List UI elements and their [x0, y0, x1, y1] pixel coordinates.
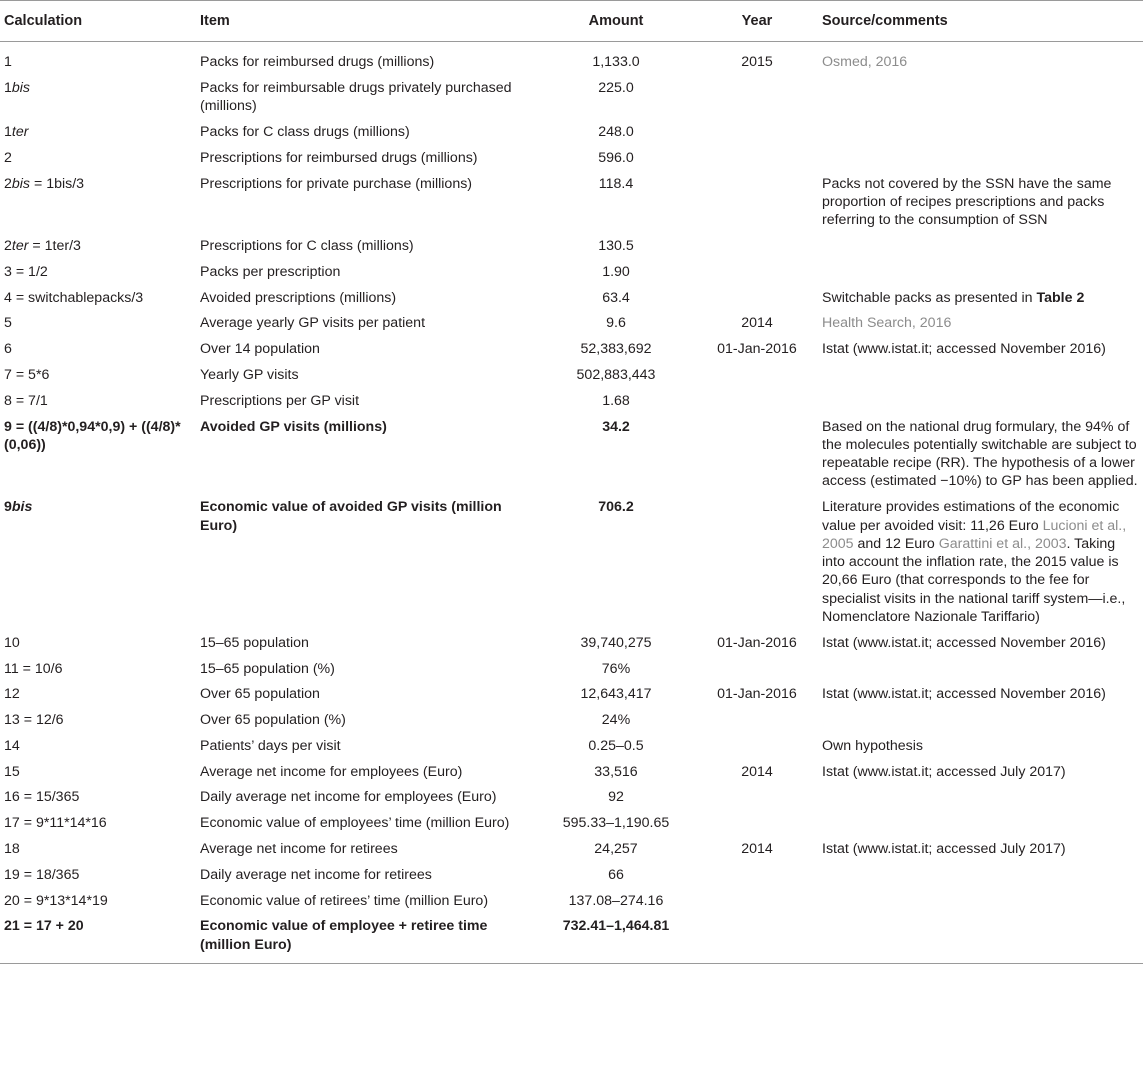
source-citation: Health Search, 2016 — [822, 315, 952, 332]
cell-item: Prescriptions per GP visit — [200, 392, 360, 409]
cell-source — [818, 656, 1143, 682]
cell-item: Over 65 population — [200, 686, 320, 703]
cell-amount: 52,383,692 — [580, 341, 652, 358]
cell-calculation — [0, 708, 196, 734]
calc-number: 11 = 10/6 — [4, 660, 63, 677]
cell-amount: 130.5 — [598, 238, 634, 255]
calc-italic-suffix: bis — [11, 80, 31, 97]
calc-number: 1 — [4, 124, 12, 141]
cell-year: 01-Jan-2016 — [717, 686, 797, 703]
calc-number: 17 = 9*11*14*16 — [4, 815, 107, 832]
cell-year — [696, 120, 818, 146]
cell-year — [696, 171, 818, 233]
cell-amount: 9.6 — [606, 315, 626, 332]
cell-item: Prescriptions for private purchase (millions) — [200, 175, 473, 192]
cell-year: 2014 — [741, 763, 773, 780]
cell-source — [818, 630, 1143, 656]
table-row — [0, 708, 1143, 734]
table-row — [0, 785, 1143, 811]
cell-calculation — [0, 837, 196, 863]
cell-amount: 248.0 — [598, 124, 634, 141]
cell-item: Economic value of employees’ time (million Euro) — [200, 815, 510, 832]
cell-amount: 595.33–1,190.65 — [562, 815, 670, 832]
source-text: Istat (www.istat.it; accessed November 2016) — [822, 341, 1106, 358]
cell-source — [818, 888, 1143, 914]
cell-amount: 118.4 — [598, 175, 634, 192]
header-amount: Amount — [536, 1, 696, 42]
cell-calculation — [0, 337, 196, 363]
cell-calculation — [0, 734, 196, 760]
table-row — [0, 311, 1143, 337]
cell-year: 01-Jan-2016 — [717, 341, 797, 358]
source-text: Istat (www.istat.it; accessed November 2016) — [822, 634, 1106, 651]
source-text: Istat (www.istat.it; accessed July 2017) — [822, 841, 1066, 858]
table-body — [0, 42, 1143, 964]
cell-year — [696, 285, 818, 311]
cell-source — [818, 837, 1143, 863]
cell-source — [818, 811, 1143, 837]
cell-item: Average yearly GP visits per patient — [200, 315, 426, 332]
source-text: Based on the national drug formulary, the 94% of the molecules potentially switchable are subject to repeatable recipe (RR). The hypothesis of a lower access (estimated −10%) to GP has been applied. — [822, 418, 1138, 490]
table-row — [0, 146, 1143, 172]
source-text: Istat (www.istat.it; accessed July 2017) — [822, 763, 1066, 780]
calc-formula: = 1ter/3 — [28, 238, 81, 255]
cell-item: Average net income for retirees — [200, 841, 398, 858]
cell-amount: 24% — [601, 712, 631, 729]
cell-calculation — [0, 171, 196, 233]
calc-number: 14 — [4, 737, 20, 754]
table-row — [0, 630, 1143, 656]
cell-source — [818, 76, 1143, 120]
table-row — [0, 734, 1143, 760]
cell-calculation — [0, 146, 196, 172]
table-row — [0, 259, 1143, 285]
table-header — [0, 1, 1143, 42]
header-year: Year — [696, 1, 818, 42]
cell-item: Prescriptions for reimbursed drugs (millions) — [200, 149, 478, 166]
cell-amount: 92 — [608, 789, 624, 806]
calc-number: 2 — [4, 238, 12, 255]
cell-item: Economic value of employee + retiree time (million Euro) — [196, 914, 536, 963]
cell-amount: 706.2 — [598, 499, 634, 516]
table-row — [0, 888, 1143, 914]
cell-amount: 66 — [608, 866, 624, 883]
calc-number: 20 = 9*13*14*19 — [4, 892, 108, 909]
source-text: Literature provides estimations of the economic value per avoided visit: 11,26 Euro — [822, 499, 1120, 534]
cell-calculation — [0, 862, 196, 888]
calc-number: 18 — [4, 841, 20, 858]
table-row — [0, 862, 1143, 888]
cell-calculation — [0, 759, 196, 785]
cell-source — [818, 414, 1143, 495]
cell-source — [818, 171, 1143, 233]
cell-calculation — [0, 785, 196, 811]
cell-amount: 137.08–274.16 — [568, 892, 664, 909]
calc-number: 15 — [4, 763, 20, 780]
source-table-reference: Table 2 — [1036, 289, 1085, 306]
source-text: Switchable packs as presented in — [822, 289, 1037, 306]
calc-number: 3 = 1/2 — [4, 263, 48, 280]
table-row — [0, 682, 1143, 708]
cell-amount: 1,133.0 — [592, 54, 640, 71]
cell-year — [696, 708, 818, 734]
cell-calculation — [0, 76, 196, 120]
source-citation: Garattini et al., 2003 — [938, 535, 1067, 552]
cell-calculation — [0, 656, 196, 682]
cell-source — [818, 759, 1143, 785]
cell-amount: 225.0 — [598, 80, 634, 97]
source-text: and 12 Euro — [853, 535, 939, 552]
cell-amount: 1.90 — [602, 263, 630, 280]
table-row — [0, 837, 1143, 863]
table-row — [0, 388, 1143, 414]
table-row — [0, 42, 1143, 76]
cell-source — [818, 285, 1143, 311]
cell-item: Avoided prescriptions (millions) — [200, 289, 397, 306]
table-row — [0, 120, 1143, 146]
cell-calculation — [0, 388, 196, 414]
cell-amount: 732.41–1,464.81 — [536, 914, 696, 963]
cell-year — [696, 914, 818, 963]
calc-number: 12 — [4, 686, 20, 703]
table-row — [0, 337, 1143, 363]
table-row — [0, 914, 1143, 963]
cell-amount: 502,883,443 — [576, 367, 656, 383]
calc-number: 2 — [4, 175, 12, 192]
cell-year — [696, 234, 818, 260]
table-row — [0, 76, 1143, 120]
calc-number: 9 — [4, 499, 12, 516]
calc-italic-suffix: bis — [11, 175, 31, 192]
cell-amount: 24,257 — [594, 841, 638, 858]
cell-item: Daily average net income for employees (Euro) — [200, 789, 497, 806]
cell-item: Over 65 population (%) — [200, 712, 346, 729]
header-row — [0, 1, 1143, 42]
cell-source — [818, 311, 1143, 337]
table-row — [0, 811, 1143, 837]
cell-year — [696, 388, 818, 414]
cell-calculation — [0, 259, 196, 285]
cell-calculation — [0, 363, 196, 389]
cell-item: Packs per prescription — [200, 263, 341, 280]
cell-source — [818, 682, 1143, 708]
calc-number: 2 — [4, 149, 12, 166]
cell-source — [818, 785, 1143, 811]
cell-calculation — [0, 285, 196, 311]
cell-year — [696, 811, 818, 837]
cell-year: 2015 — [741, 54, 773, 71]
cell-source — [818, 120, 1143, 146]
calc-number: 4 = switchablepacks/3 — [4, 289, 144, 306]
calc-formula: = 1bis/3 — [30, 175, 85, 192]
calc-italic-suffix: bis — [11, 499, 33, 516]
source-text: Packs not covered by the SSN have the same proportion of recipes prescriptions and packs referring to the consumption of SSN — [822, 175, 1112, 229]
cell-source — [818, 734, 1143, 760]
calc-number: 7 = 5*6 — [4, 367, 50, 383]
cell-source — [818, 146, 1143, 172]
cell-amount: 596.0 — [598, 149, 634, 166]
calc-number: 16 = 15/365 — [4, 789, 80, 806]
table-row — [0, 495, 1143, 631]
cell-calculation — [0, 311, 196, 337]
cell-item: Packs for reimbursable drugs privately purchased (millions) — [200, 80, 512, 115]
cell-amount: 34.2 — [602, 418, 630, 435]
cell-source — [818, 337, 1143, 363]
cell-calculation — [0, 120, 196, 146]
cell-item: Packs for reimbursed drugs (millions) — [200, 54, 435, 71]
calc-number: 1 — [4, 80, 12, 97]
cell-item: Yearly GP visits — [200, 367, 299, 383]
cell-item: Daily average net income for retirees — [200, 866, 432, 883]
header-calculation: Calculation — [0, 1, 196, 42]
cell-item: Average net income for employees (Euro) — [200, 763, 463, 780]
cell-year — [696, 76, 818, 120]
cell-amount: 76% — [601, 660, 631, 677]
cell-calculation — [0, 682, 196, 708]
cell-year — [696, 146, 818, 172]
cell-amount: 33,516 — [594, 763, 638, 780]
cell-calculation — [0, 42, 196, 76]
table-row — [0, 363, 1143, 389]
cell-calculation — [0, 888, 196, 914]
calc-number: 10 — [4, 634, 20, 651]
calc-number: 5 — [4, 315, 12, 332]
cell-item: Prescriptions for C class (millions) — [200, 238, 414, 255]
cell-source — [818, 42, 1143, 76]
cell-year — [696, 414, 818, 495]
cell-year: 01-Jan-2016 — [717, 634, 797, 651]
header-source: Source/comments — [818, 1, 1143, 42]
cell-year — [696, 734, 818, 760]
calc-italic-suffix: ter — [11, 238, 29, 255]
source-text: Own hypothesis — [822, 737, 923, 754]
cell-year — [696, 785, 818, 811]
cell-item: Over 14 population — [200, 341, 320, 358]
calc-number: 13 = 12/6 — [4, 712, 64, 729]
cell-year — [696, 656, 818, 682]
source-text: . Taking into account the inflation rate, the 2015 value is 20,66 Euro (that corresponds to the fee for specialist visits in the national tariff system—i.e., Nomenclatore Nazionale Tariffario) — [822, 535, 1126, 626]
table-row — [0, 656, 1143, 682]
table-row — [0, 285, 1143, 311]
cell-source — [818, 259, 1143, 285]
calc-number: 1 — [4, 54, 12, 71]
cell-year — [696, 495, 818, 631]
source-citation: Osmed, 2016 — [822, 54, 908, 71]
cell-calculation — [0, 414, 196, 495]
source-citation: Lucioni et al., 2005 — [822, 517, 1127, 552]
cell-source — [818, 914, 1143, 963]
calc-number: 21 = 17 + 20 — [4, 918, 84, 935]
table-row — [0, 234, 1143, 260]
cell-calculation — [0, 234, 196, 260]
cell-source — [818, 708, 1143, 734]
cell-source — [818, 234, 1143, 260]
calc-number: 6 — [4, 341, 12, 358]
cell-item: Economic value of retirees’ time (million Euro) — [200, 892, 489, 909]
cell-year: 2014 — [741, 841, 773, 858]
cell-amount: 1.68 — [602, 392, 630, 409]
cell-item: 15–65 population (%) — [200, 660, 335, 677]
cell-source — [818, 862, 1143, 888]
cell-item: Patients’ days per visit — [200, 737, 341, 754]
cell-amount: 12,643,417 — [580, 686, 652, 703]
cell-amount: 39,740,275 — [580, 634, 652, 651]
calc-italic-suffix: ter — [11, 124, 29, 141]
cell-amount: 63.4 — [602, 289, 630, 306]
header-item: Item — [196, 1, 536, 42]
table-row — [0, 171, 1143, 233]
cell-source — [818, 363, 1143, 389]
cell-amount: 0.25–0.5 — [588, 737, 644, 754]
table-row — [0, 414, 1143, 495]
cell-item: Packs for C class drugs (millions) — [200, 124, 410, 141]
source-text: Istat (www.istat.it; accessed November 2016) — [822, 686, 1106, 703]
cell-item: Economic value of avoided GP visits (million Euro) — [200, 499, 502, 534]
calc-number: 19 = 18/365 — [4, 866, 80, 883]
cell-year — [696, 363, 818, 389]
cell-item: 15–65 population — [200, 634, 309, 651]
cell-source — [818, 388, 1143, 414]
cell-calculation — [0, 811, 196, 837]
calc-number: 8 = 7/1 — [4, 392, 48, 409]
cell-year — [696, 888, 818, 914]
table-row — [0, 759, 1143, 785]
cell-year — [696, 259, 818, 285]
cell-item: Avoided GP visits (millions) — [200, 418, 387, 435]
cell-calculation — [0, 495, 196, 631]
calc-number: 9 = ((4/8)*0,94*0,9) + ((4/8)*(0,06)) — [4, 418, 181, 453]
cell-year — [696, 862, 818, 888]
cell-year: 2014 — [741, 315, 773, 332]
cell-calculation — [0, 630, 196, 656]
cell-source — [818, 495, 1143, 631]
cell-calculation — [0, 914, 196, 963]
